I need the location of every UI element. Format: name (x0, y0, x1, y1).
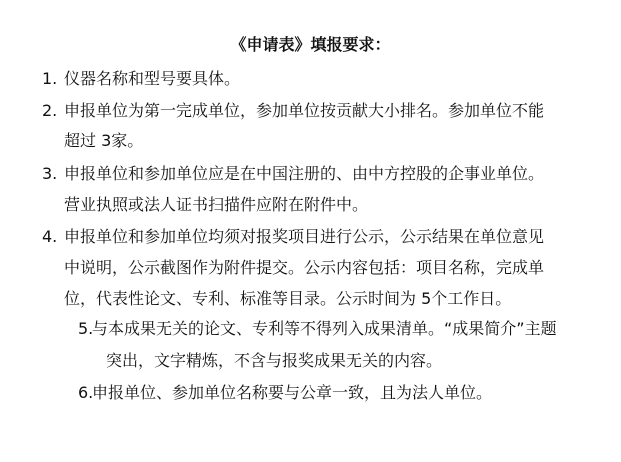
list-item-3-number: 3. (42, 164, 58, 183)
list-item-1-line-1 (42, 68, 240, 90)
list-item-5-number: 5. (78, 319, 94, 338)
list-item-4-text: 申报单位和参加单位均须对报奖项目进行公示，公示结果在单位意见 (64, 227, 545, 246)
list-item-5-line-1 (78, 318, 557, 340)
list-item-2-line-2: 超过 3家。 (64, 131, 144, 150)
list-item-4-line-2: 中说明，公示截图作为附件提交。公示内容包括：项目名称，完成单 (64, 258, 545, 277)
list-item-2-line-1 (42, 100, 544, 122)
list-item-4-number: 4. (42, 227, 58, 246)
document-title: 《申请表》填报要求： (230, 35, 391, 54)
list-item-2-number: 2. (42, 101, 58, 120)
list-item-6-line-1 (78, 382, 492, 404)
list-item-6-text: 申报单位、参加单位名称要与公章一致，且为法人单位。 (92, 383, 493, 402)
list-item-3-line-1 (42, 163, 544, 185)
list-item-3-line-2: 营业执照或法人证书扫描件应附在附件中。 (64, 195, 369, 214)
list-item-1-text: 仪器名称和型号要具体。 (64, 69, 241, 88)
list-item-3-text: 申报单位和参加单位应是在中国注册的、由中方控股的企事业单位。 (64, 164, 545, 183)
list-item-1-number: 1. (42, 69, 58, 88)
list-item-4-line-3: 位，代表性论文、专利、标准等目录。公示时间为 5个工作日。 (64, 289, 512, 308)
list-item-5-text: 与本成果无关的论文、专利等不得列入成果清单。“成果简介”主题 (92, 319, 557, 338)
list-item-5-line-2: 突出，文字精炼，不含与报奖成果无关的内容。 (106, 351, 443, 370)
list-item-2-text: 申报单位为第一完成单位，参加单位按贡献大小排名。参加单位不能 (64, 101, 545, 120)
list-item-6-number: 6. (78, 383, 94, 402)
list-item-4-line-1 (42, 226, 544, 248)
